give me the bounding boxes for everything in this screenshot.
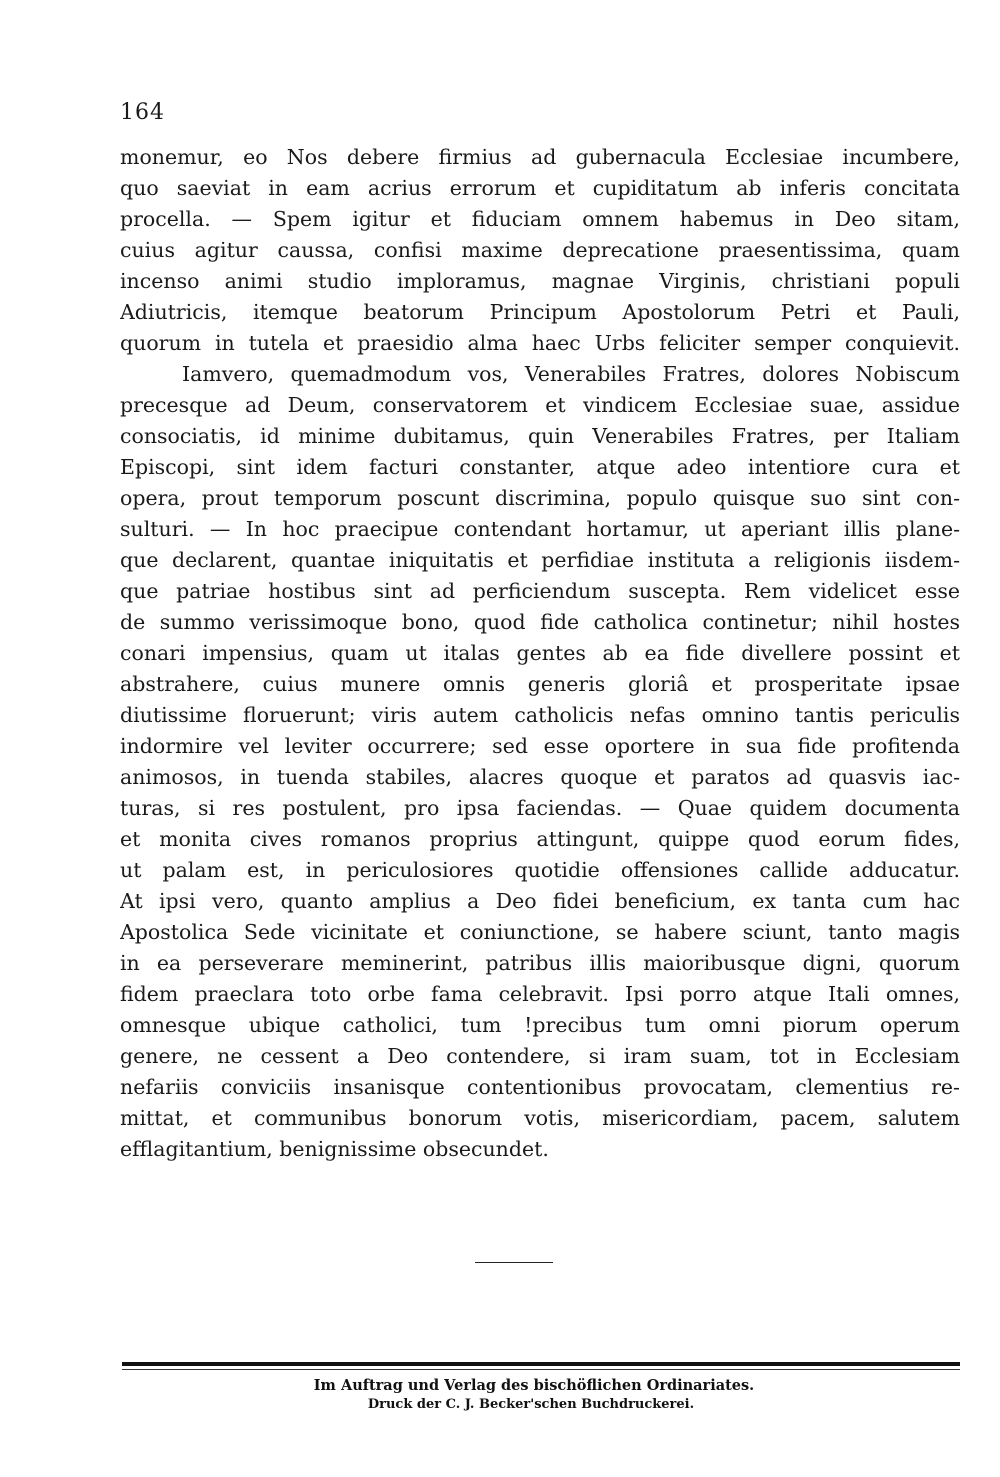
text-line: At ipsi vero, quanto amplius a Deo fidei beneficium, ex tanta cum hac [120, 889, 960, 913]
text-line: que declarent, quantae iniquitatis et perfidiae instituta a religionis iisdem- [120, 548, 960, 572]
text-line: et monita cives romanos proprius attingunt, quippe quod eorum fides, [120, 827, 960, 851]
text-line: nefariis conviciis insanisque contentionibus provocatam, clementius re- [120, 1075, 960, 1099]
text-line: indormire vel leviter occurrere; sed esse oportere in sua fide profitenda [120, 734, 960, 758]
text-line: omnesque ubique catholici, tum !precibus tum omni piorum operum [120, 1013, 960, 1037]
body-text [120, 142, 960, 1165]
page-number: 164 [120, 100, 165, 125]
text-line: diutissime floruerunt; viris autem catholicis nefas omnino tantis periculis [120, 703, 960, 727]
text-line: incenso animi studio imploramus, magnae Virginis, christiani populi [120, 269, 960, 293]
text-line-last: efflagitantium, benignissime obsecundet. [120, 1137, 549, 1161]
text-line: de summo verissimoque bono, quod fide catholica continetur; nihil hostes [120, 610, 960, 634]
text-line: Apostolica Sede vicinitate et coniunctione, se habere sciunt, tanto magis [120, 920, 960, 944]
text-line: quo saeviat in eam acrius errorum et cupiditatum ab inferis concitata [120, 176, 960, 200]
text-line: fidem praeclara toto orbe fama celebravit. Ipsi porro atque Itali omnes, [120, 982, 960, 1006]
text-line: animosos, in tuenda stabiles, alacres quoque et paratos ad quasvis iac- [120, 765, 960, 789]
paragraph-first-line: Iamvero, quemadmodum vos, Venerabiles Fratres, dolores Nobiscum [182, 362, 960, 386]
text-line: quorum in tutela et praesidio alma haec Urbs feliciter semper conquievit. [120, 331, 960, 355]
text-line: mittat, et communibus bonorum votis, misericordiam, pacem, salutem [120, 1106, 960, 1130]
text-line: sulturi. — In hoc praecipue contendant hortamur, ut aperiant illis plane- [120, 517, 960, 541]
imprint-printer: Druck der C. J. Becker'schen Buchdruckerei. [367, 1397, 695, 1412]
imprint-publisher: Im Auftrag und Verlag des bischöflichen Ordinariates. [313, 1377, 755, 1394]
text-line: precesque ad Deum, conservatorem et vindicem Ecclesiae suae, assidue [120, 393, 960, 417]
footer-rule-thin [122, 1369, 960, 1370]
text-line: monemur, eo Nos debere firmius ad gubernacula Ecclesiae incumbere, [120, 145, 960, 169]
text-line: abstrahere, cuius munere omnis generis gloriâ et prosperitate ipsae [120, 672, 960, 696]
section-separator [475, 1262, 553, 1263]
text-line: conari impensius, quam ut italas gentes ab ea fide divellere possint et [120, 641, 960, 665]
text-line: Episcopi, sint idem facturi constanter, atque adeo intentiore cura et [120, 455, 960, 479]
text-line: ut palam est, in periculosiores quotidie offensiones callide adducatur. [120, 858, 960, 882]
text-line: Adiutricis, itemque beatorum Principum Apostolorum Petri et Pauli, [120, 300, 960, 324]
text-line: opera, prout temporum poscunt discrimina, populo quisque suo sint con- [120, 486, 960, 510]
footer-rule [122, 1362, 960, 1366]
text-line: genere, ne cessent a Deo contendere, si iram suam, tot in Ecclesiam [120, 1044, 960, 1068]
text-line: consociatis, id minime dubitamus, quin Venerabiles Fratres, per Italiam [120, 424, 960, 448]
text-line: turas, si res postulent, pro ipsa faciendas. — Quae quidem documenta [120, 796, 960, 820]
text-line: que patriae hostibus sint ad perficiendum suscepta. Rem videlicet esse [120, 579, 960, 603]
text-line: cuius agitur caussa, confisi maxime deprecatione praesentissima, quam [120, 238, 960, 262]
text-line: in ea perseverare meminerint, patribus illis maioribusque digni, quorum [120, 951, 960, 975]
text-line: procella. — Spem igitur et fiduciam omnem habemus in Deo sitam, [120, 207, 960, 231]
